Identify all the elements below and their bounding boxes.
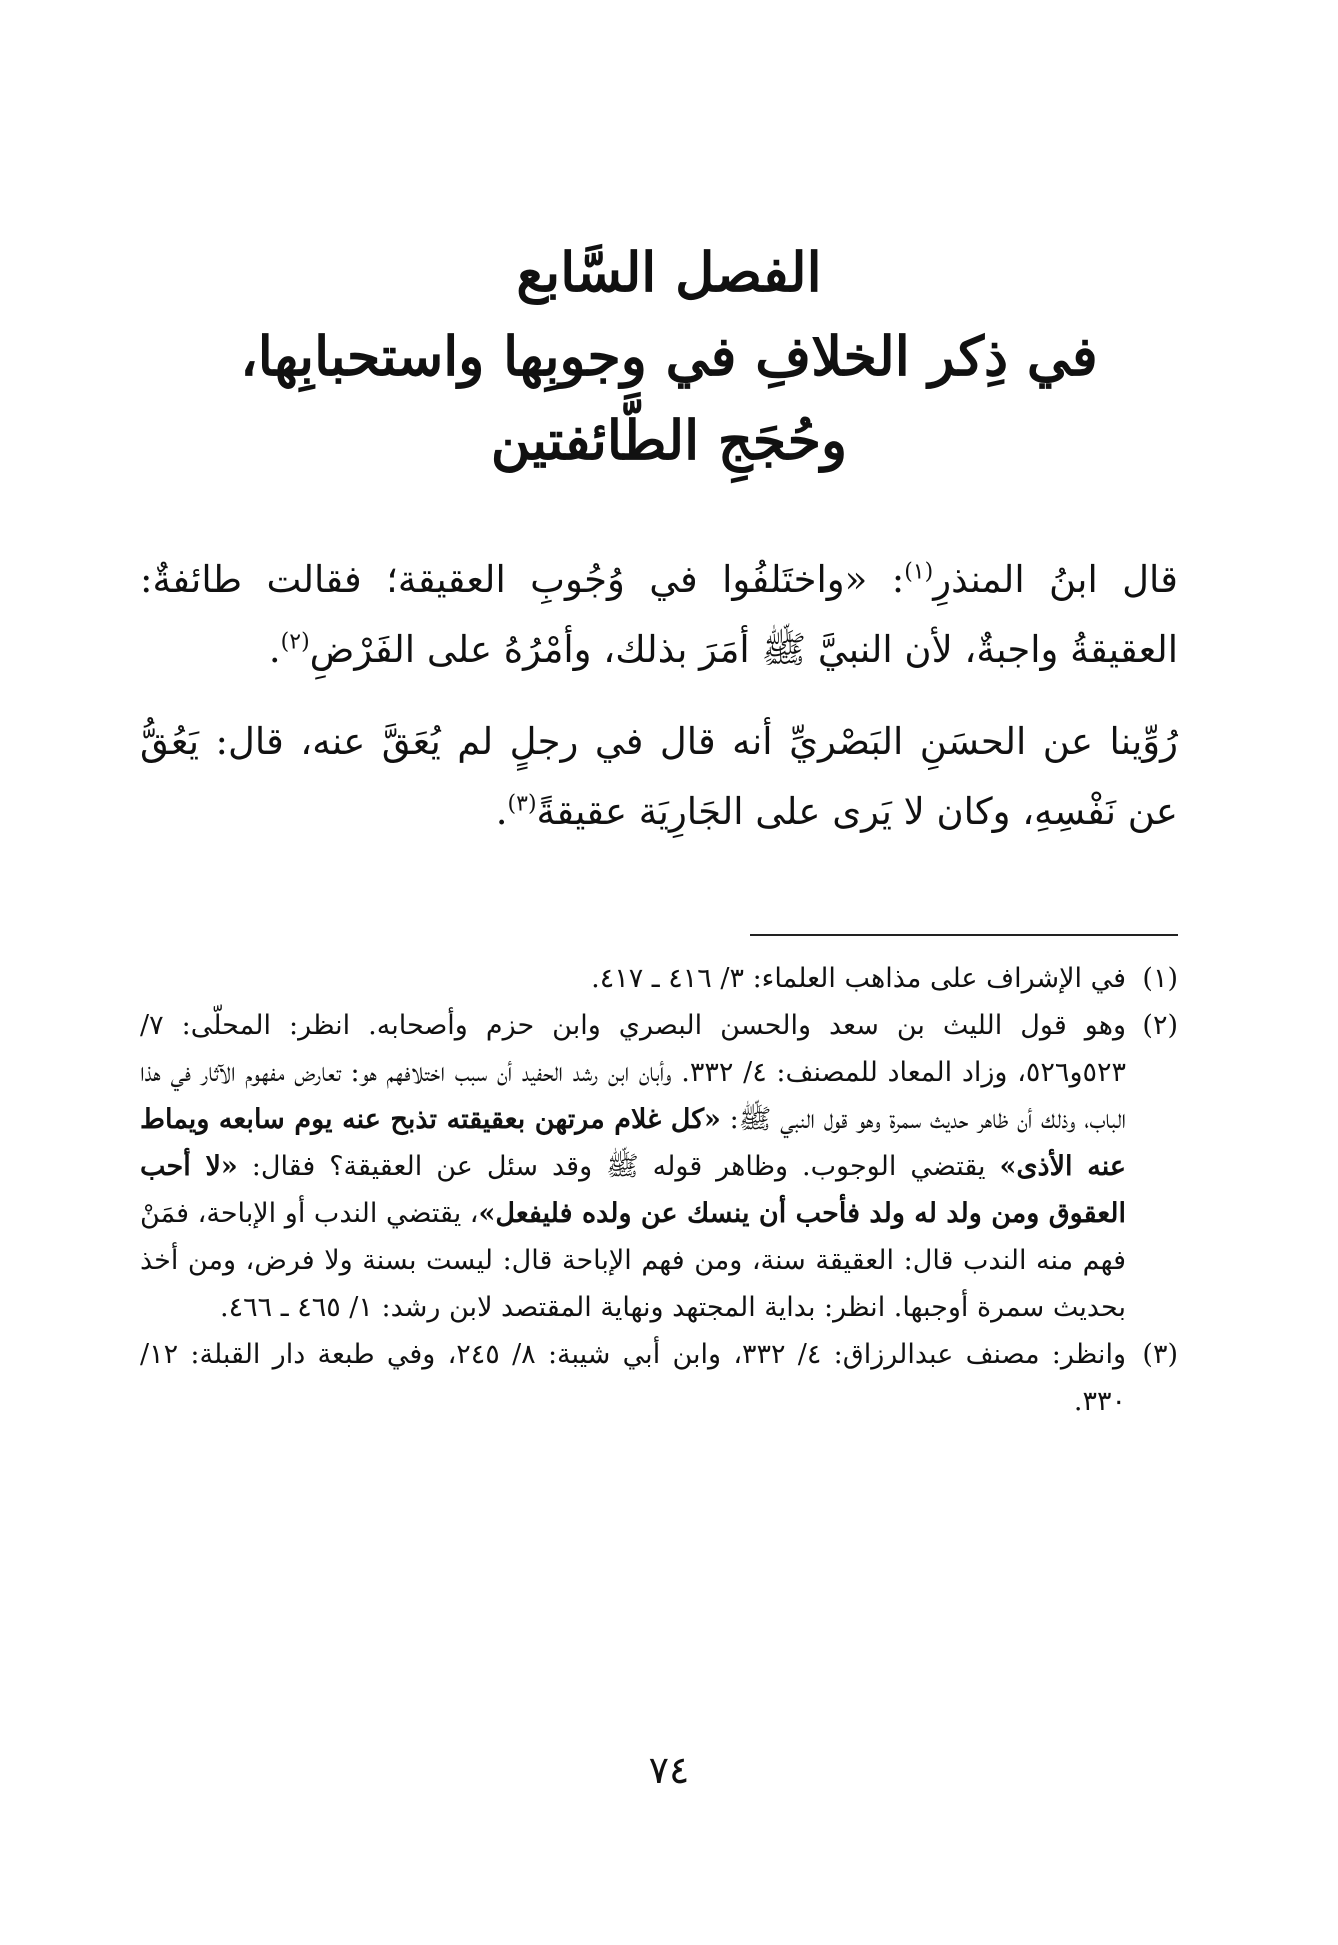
footnote-ref-3[interactable]: (٣): [507, 791, 537, 817]
paragraph-2-text-a: رُوِّينا عن الحسَنِ البَصْريِّ أنه قال في رجلٍ لم يُعَقَّ عنه، قال: يَعُقُّ عن نَفْسِهِ، وكان لا يَرى على الجَارِيَة عقيقةً: [140, 720, 1178, 833]
paragraph-2-text-b: .: [495, 790, 508, 833]
chapter-title: [180, 230, 1158, 482]
footnote-text: وانظر: مصنف عبدالرزاق: ٤/ ٣٣٢، وابن أبي شيبة: ٨/ ٢٤٥، وفي طبعة دار القبلة: ١٢/ ٣٣٠.: [140, 1339, 1126, 1417]
footnote-ref-2[interactable]: (٢): [280, 629, 310, 655]
footnote-2-text-a: وهو قول الليث بن سعد والحسن البصري وابن حزم وأصحابه. انظر: المحلّى: ٧/ ٥٢٣و٥٢٦، وزاد المعاد للمصنف: ٤/ ٣٣٢. وأبان ابن رشد الحفيد أن سبب اختلافهم هو: تعارض مفهوم الآثار في هذا الباب، وذلك أن ظاهر حديث سمرة وهو قول النبي ﷺ:: [140, 1010, 1127, 1135]
footnote-2-text-c: ، يقتضي الندب أو الإباحة، فمَنْ فهم منه الندب قال: العقيقة سنة، ومن فهم الإباحة قال: ليست بسنة ولا فرض، ومن أخذ بحديث سمرة أوجبها. انظر: بداية المجتهد ونهاية المقتصد لابن رشد: ١/ ٤٦٥ ـ ٤٦٦.: [140, 1198, 1126, 1323]
paragraph-1-text-b: : «واختَلفُوا في وُجُوبِ العقيقة؛ فقالت طائفةٌ: العقيقةُ واجبةٌ، لأن النبيَّ ﷺ أمَرَ بذلك، وأمْرُهُ على الفَرْضِ: [140, 558, 1178, 671]
footnote-number: (٣): [1142, 1339, 1178, 1370]
main-text: [140, 545, 1178, 869]
footnote-text: في الإشراف على مذاهب العلماء: ٣/ ٤١٦ ـ ٤١٧.: [591, 963, 1126, 994]
footnote-ref-1[interactable]: (١): [904, 559, 934, 585]
hadith-quote-1: «كل غلام مرتهن بعقيقته تذبح عنه يوم سابعه ويماط عنه الأذى»: [140, 1104, 1126, 1182]
paragraph-1-text-a: قال ابنُ المنذرِ: [933, 558, 1178, 601]
footnotes: [140, 955, 1178, 1425]
footnote-separator: [750, 934, 1178, 936]
footnote-number: (٢): [1142, 1010, 1178, 1041]
paragraph-2: [140, 707, 1178, 847]
chapter-title-line-3: وحُجَجِ الطَّائفتين: [490, 408, 848, 472]
chapter-title-line-1: الفصل السَّابع: [516, 240, 822, 304]
paragraph-1-text-c: .: [268, 628, 281, 671]
hadith-quote-2: «لا أحب العقوق ومن ولد له ولد فأحب أن ينسك عن ولده فليفعل»: [140, 1151, 1126, 1229]
paragraph-1: [140, 545, 1178, 685]
footnote-number: (١): [1142, 963, 1178, 994]
footnote-2-text-b: يقتضي الوجوب. وظاهر قوله ﷺ وقد سئل عن العقيقة؟ فقال:: [237, 1151, 1000, 1182]
footnote-3: [140, 1331, 1178, 1425]
footnote-2: [140, 1002, 1178, 1331]
footnote-text: [140, 1002, 1126, 1331]
page-number: ٧٤: [648, 1748, 690, 1792]
footnote-1: [140, 955, 1178, 1002]
chapter-title-line-2: في ذِكر الخلافِ في وجوبِها واستحبابِها،: [240, 324, 1098, 388]
